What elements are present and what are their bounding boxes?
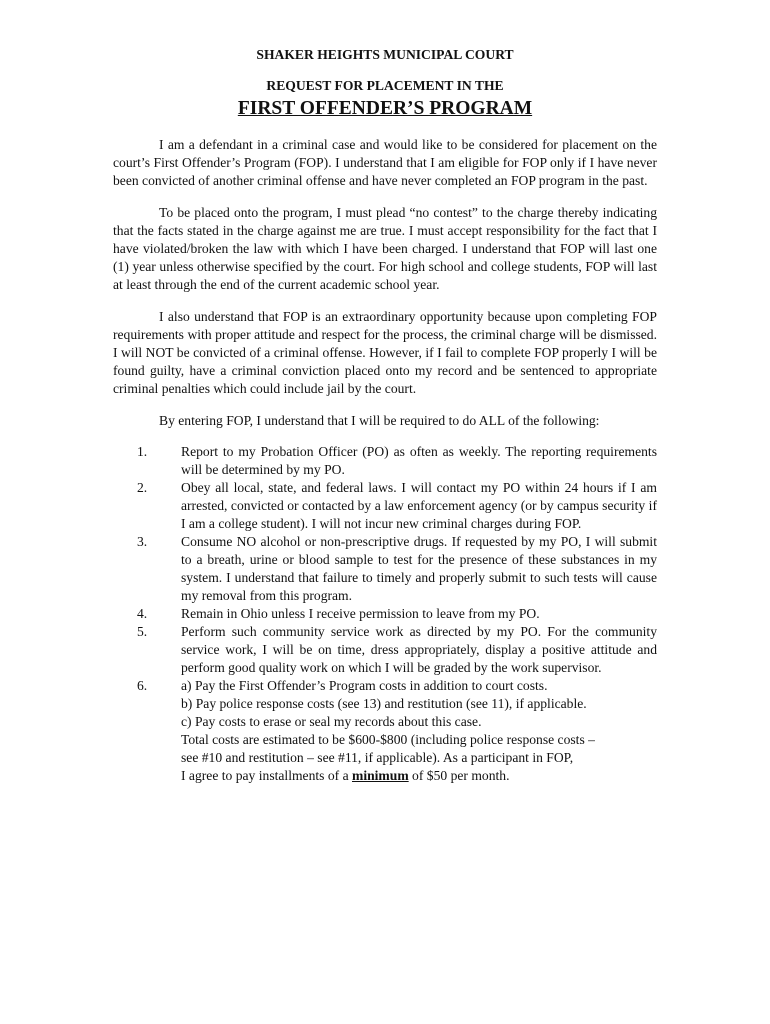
requirements-list xyxy=(113,443,657,785)
list-item xyxy=(113,479,657,533)
list-item xyxy=(113,533,657,605)
installment-text-pre: I agree to pay installments of a xyxy=(181,768,352,783)
list-item-number: 2. xyxy=(137,480,148,495)
total-costs-line-3 xyxy=(181,767,657,785)
paragraph-no-contest: To be placed onto the program, I must plead “no contest” to the charge thereby indicating that the facts stated in the charge against me are true. I must accept responsibility for the fact that I have violated/broken the law with which I have been charged. I understand that FOP will last one (1) year unless otherwise specified by the court. For high school and college students, FOP will last at least through the end of the current academic school year. xyxy=(113,205,657,292)
list-item xyxy=(113,605,657,623)
list-item-text: Perform such community service work as directed by my PO. For the community service work, I will be on time, dress appropriately, display a positive attitude and perform good quality work on which I will be graded by the work supervisor. xyxy=(181,624,657,675)
list-item-text: Report to my Probation Officer (PO) as often as weekly. The reporting requirements will be determined by my PO. xyxy=(181,444,657,477)
paragraph-eligibility: I am a defendant in a criminal case and would like to be considered for placement on the court’s First Offender’s Program (FOP). I understand that I am eligible for FOP only if I have never been convicted of another criminal offense and have never completed an FOP program in the past. xyxy=(113,137,657,188)
court-name: SHAKER HEIGHTS MUNICIPAL COURT xyxy=(256,47,514,62)
cost-item-c: c) Pay costs to erase or seal my records about this case. xyxy=(181,714,482,729)
list-item-text: Obey all local, state, and federal laws. I will contact my PO within 24 hours if I am arrested, convicted or contacted by a law enforcement agency (or by campus security if I am a college student). I will not incur new criminal charges during FOP. xyxy=(181,480,657,531)
installment-text-post: of $50 per month. xyxy=(408,768,510,783)
list-item-text: Consume NO alcohol or non-prescriptive drugs. If requested by my PO, I will submit to a breath, urine or blood sample to test for the presence of these substances in my system. I understand that failure to timely and properly submit to such tests will cause my removal from this program. xyxy=(181,534,657,603)
request-heading: REQUEST FOR PLACEMENT IN THE xyxy=(266,78,504,93)
requirements-intro: By entering FOP, I understand that I will be required to do ALL of the following: xyxy=(159,413,600,428)
list-item-number: 1. xyxy=(137,444,148,459)
minimum-emphasis: minimum xyxy=(352,768,409,783)
paragraph-opportunity: I also understand that FOP is an extraordinary opportunity because upon completing FOP requirements with proper attitude and respect for the process, the criminal charge will be dismissed. I will NOT be convicted of a criminal offense. However, if I fail to complete FOP properly I will be found guilty, have a criminal conviction placed onto my record and be sentenced to appropriate criminal penalties which could include jail by the court. xyxy=(113,309,657,396)
total-costs-line-1: Total costs are estimated to be $600-$800 (including police response costs – xyxy=(181,732,595,747)
list-item-number: 4. xyxy=(137,606,148,621)
list-item-text: Remain in Ohio unless I receive permission to leave from my PO. xyxy=(181,606,540,621)
total-costs-line-2: see #10 and restitution – see #11, if applicable). As a participant in FOP, xyxy=(181,750,574,765)
cost-item-a: a) Pay the First Offender’s Program costs in addition to court costs. xyxy=(181,678,548,693)
list-item-number: 5. xyxy=(137,624,148,639)
program-title: FIRST OFFENDER’S PROGRAM xyxy=(237,98,533,119)
list-item xyxy=(113,443,657,479)
list-item xyxy=(113,623,657,677)
cost-item-b: b) Pay police response costs (see 13) and restitution (see 11), if applicable. xyxy=(181,696,587,711)
list-item-text xyxy=(181,677,657,785)
list-item-costs xyxy=(113,677,657,785)
list-item-number: 6. xyxy=(137,678,148,693)
list-item-number: 3. xyxy=(137,534,148,549)
